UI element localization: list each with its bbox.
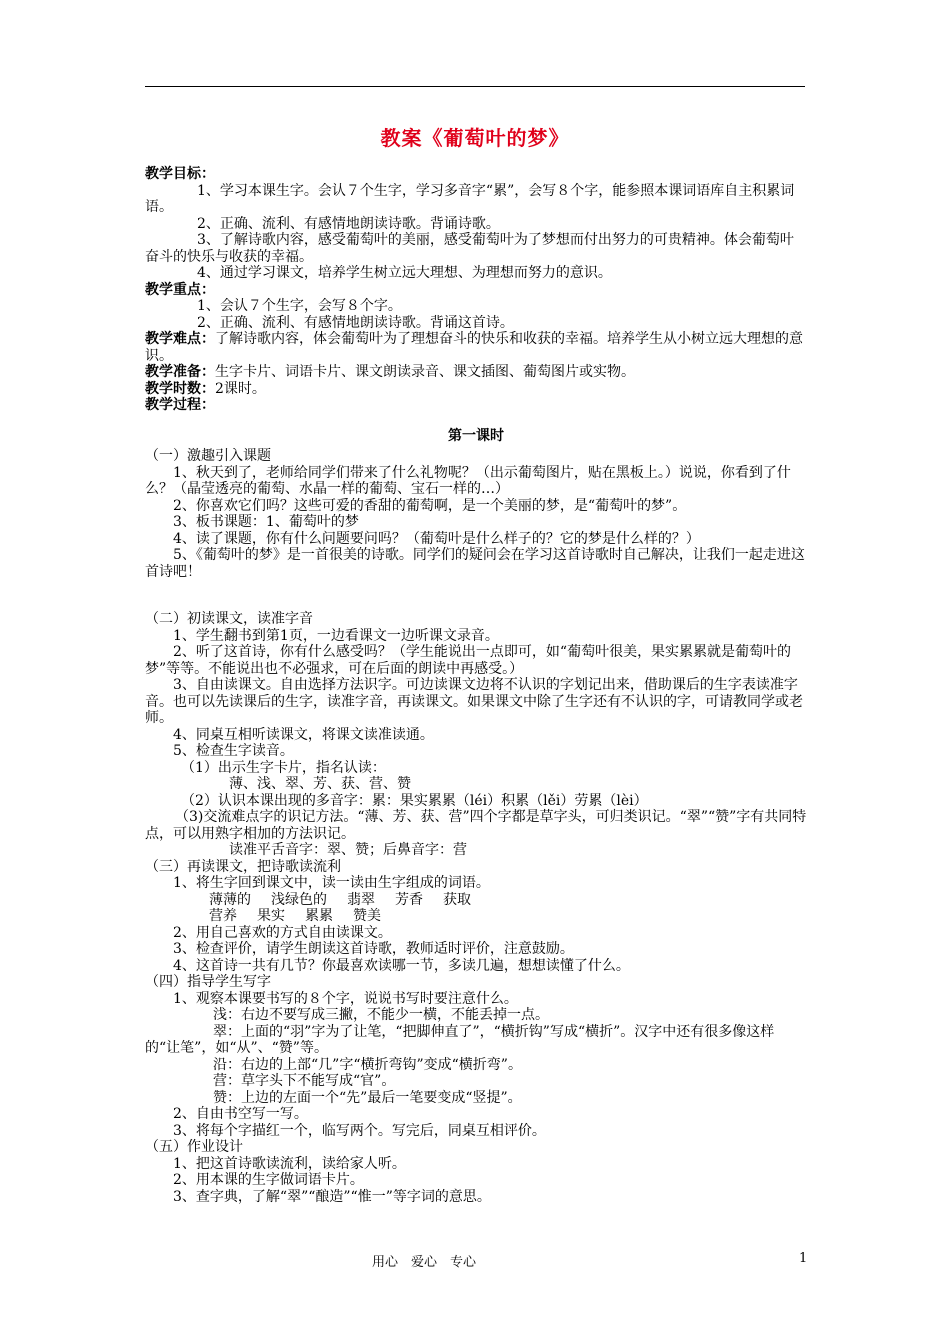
difficulty-paragraph: 教学难点：了解诗歌内容，体会葡萄叶为了理想奋斗的快乐和收获的幸福。培养学生从小树立远大理想的意识。 [145,331,803,364]
part4-item: 2、自由书空写一写。 [173,1106,308,1122]
part5-heading: （五）作业设计 [145,1139,243,1155]
hours-paragraph: 教学时数：2课时。 [145,380,266,397]
part1-heading: （一）激趣引入课题 [145,448,271,464]
goal-item: 3、了解诗歌内容，感受葡萄叶的美丽，感受葡萄叶为了梦想而付出努力的可贵精神。体会葡萄叶奋斗的快乐与收获的幸福。 [145,232,794,265]
part2-item: 3、自由读课文。自由选择方法识字。可边读课文边将不认识的字划记出来，借助课后的生字表读准字音。也可以先读课后的生字，读准字音，再读课文。如果课文中除了生字还有不认识的字，可请教同学或老师。 [145,677,803,726]
footer-motto: 用心 爱心 专心 [372,1255,477,1270]
word: 果实 [257,908,285,924]
part2-item: 1、学生翻书到第1页，一边看课文一边听课文录音。 [173,627,499,644]
writing-note: 沿：右边的上部“几”字“横折弯钩”变成“横折弯”。 [213,1056,522,1073]
document-body [145,166,807,1205]
part5-item: 3、查字典，了解“翠”“酿造”“惟一”等字词的意思。 [173,1188,491,1205]
word-row [145,892,807,909]
word-row [145,908,807,925]
goal-item: 2、正确、流利、有感情地朗读诗歌。背诵诗歌。 [197,215,500,232]
part2-sub: （3)交流难点字的识记方法。“薄、芳、获、营”四个字都是草字头，可归类识记。“翠”“赞”字有共同特点，可以用熟字相加的方法识记。 [145,809,807,842]
part2-item: 2、听了这首诗，你有什么感受吗？（学生能说出一点即可，如“葡萄叶很美，果实累累就是葡萄叶的梦”等等。不能说出也不必强求，可在后面的朗读中再感受。） [145,644,792,677]
spacer [145,580,807,611]
part1-item: 4、读了课题，你有什么问题要问吗？（葡萄叶是什么样子的？它的梦是什么样的？） [173,530,700,547]
part2-heading: （二）初读课文，读准字音 [145,611,313,627]
part5-item: 2、用本课的生字做词语卡片。 [173,1172,364,1188]
part1-item: 1、秋天到了，老师给同学们带来了什么礼物呢？（出示葡萄图片，贴在黑板上。）说说，你看到了什么？（晶莹透亮的葡萄、水晶一样的葡萄、宝石一样的…） [145,464,791,497]
word: 累累 [305,908,333,924]
word: 浅绿色的 [271,891,327,908]
header-rule [145,86,805,87]
part2-item: 5、检查生字读音。 [173,743,294,759]
goal-item: 1、学习本课生字。会认７个生字，学习多音字“累”，会写８个字，能参照本课词语库自主积累词语。 [145,182,795,215]
char-list: 薄、浅、翠、芳、获、营、赞 [229,776,411,792]
page-number: 1 [799,1251,808,1266]
part2-sub: （1）出示生字卡片，指名认读： [181,759,386,776]
part1-item: 3、板书课题：1、葡萄叶的梦 [173,514,359,530]
goals-heading: 教学目标： [145,166,215,182]
key-item: 1、会认７个生字，会写８个字。 [197,298,402,314]
part4-item: 1、观察本课要书写的８个字，说说书写时要注意什么。 [173,990,518,1007]
writing-note: 翠：上面的“羽”字为了让笔，“把脚伸直了”，“横折钩”写成“横折”。汉字中还有很多像这样的“让笔”，如“从”、“赞”等。 [145,1023,775,1056]
part5-item: 1、把这首诗歌读流利，读给家人听。 [173,1155,406,1172]
part3-item: 1、将生字回到课文中，读一读由生字组成的词语。 [173,875,490,891]
word: 翡翠 [347,891,375,908]
part3-item: 3、检查评价，请学生朗读这首诗歌，教师适时评价，注意鼓励。 [173,941,574,957]
part4-heading: （四）指导学生写字 [145,974,271,990]
section-title: 第一课时 [448,427,504,444]
word: 薄薄的 [209,891,251,908]
word: 获取 [443,891,471,908]
word: 芳香 [395,891,423,908]
part3-item: 4、这首诗一共有几节？你最喜欢读哪一节，多读几遍，想想读懂了什么。 [173,957,630,974]
process-heading: 教学过程： [145,397,215,413]
part2-sub: （2）认识本课出现的多音字：累：果实累累（léi）积累（lěi）劳累（lèi） [181,792,648,809]
key-heading: 教学重点： [145,281,215,298]
document-title: 教案《葡萄叶的梦》 [380,126,570,150]
word: 赞美 [353,908,381,924]
part1-item: 5、《葡萄叶的梦》是一首很美的诗歌。同学们的疑问会在学习这首诗歌时自己解决，让我们一起走进这首诗吧！ [145,547,805,580]
writing-note: 赞：上边的左面一个“先”最后一笔要变成“竖提”。 [213,1089,522,1106]
prep-paragraph: 教学准备：生字卡片、词语卡片、课文朗读录音、课文插图、葡萄图片或实物。 [145,364,635,380]
pronunciation-note: 读准平舌音字：翠、赞；后鼻音字：营 [229,842,467,858]
part1-item: 2、你喜欢它们吗？这些可爱的香甜的葡萄啊，是一个美丽的梦，是“葡萄叶的梦”。 [173,497,687,514]
part3-heading: （三）再读课文，把诗歌读流利 [145,858,341,875]
writing-note: 浅：右边不要写成三撇，不能少一横，不能丢掉一点。 [213,1007,549,1023]
part2-item: 4、同桌互相听读课文，将课文读准读通。 [173,726,434,743]
part4-item: 3、将每个字描红一个，临写两个。写完后，同桌互相评价。 [173,1122,546,1139]
writing-note: 营：草字头下不能写成“官”。 [213,1073,396,1089]
goal-item: 4、通过学习课文，培养学生树立远大理想、为理想而努力的意识。 [197,265,612,281]
part3-item: 2、用自己喜欢的方式自由读课文。 [173,924,392,941]
key-item: 2、正确、流利、有感情地朗读诗歌。背诵这首诗。 [197,314,514,331]
word: 营养 [209,908,237,924]
